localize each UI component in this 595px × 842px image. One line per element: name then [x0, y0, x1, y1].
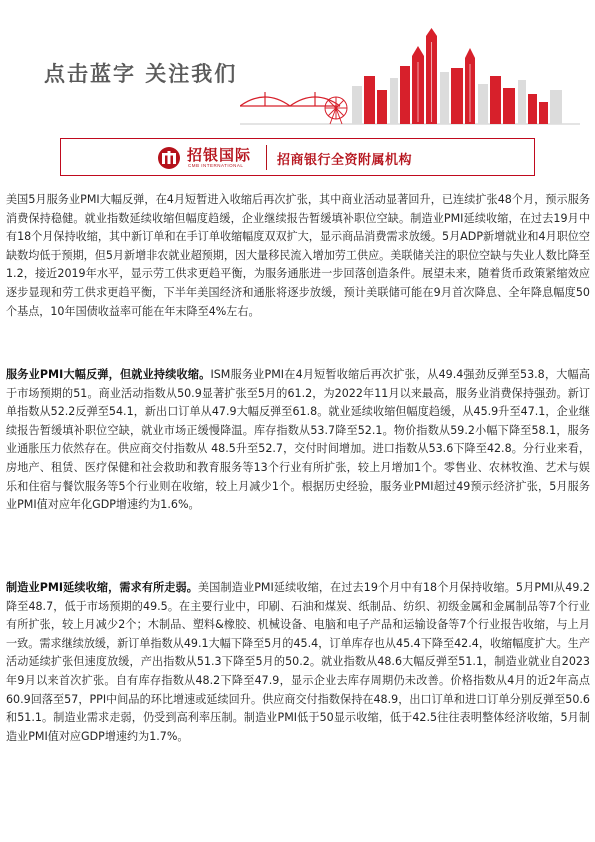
paragraph-summary — [6, 191, 590, 321]
header-banner — [0, 0, 595, 128]
paragraph-lead: 制造业PMI延续收缩，需求有所走弱。 — [6, 581, 199, 594]
paragraph-services-pmi — [6, 366, 590, 515]
banner-title[interactable]: 点击蓝字 关注我们 — [44, 62, 238, 86]
brand-divider — [266, 145, 267, 170]
paragraph-manufacturing-pmi — [6, 579, 590, 746]
brand-tagline: 招商银行全资附属机构 — [277, 153, 413, 168]
paragraph-body: ISM服务业PMI在4月短暂收缩后再次扩张，从49.4强劲反弹至53.8，大幅高于市场预期的51。商业活动指数从50.9显著扩张至5月的61.2，为2022年11月以来最高，服务业消费保持强劲。新订单指数从52.2反弹至54.1，新出口订单从47.9大幅反弹至61.8。就业延续收缩但幅度趋缓，从45.9升至47.1，企业继续报告暂缓填补职位空缺，就业市场正缓慢降温。库存指数从53.7降至52.1。物价指数从59.2小幅下降至58.1，服务业通胀压力依然存在。供应商交付指数从 48.5升至52.7，交付时间增加。进口指数从53.6下降至42.8。分行业来看，房地产、租赁、医疗保健和社会救助和教育服务等13个行业有所扩张，较上月增加1个。零售业、农林牧渔、艺术与娱乐和住宿与餐饮服务等5个行业则在收缩，较上月减少1个。根据历史经验，服务业PMI超过49预示经济扩张，5月服务业PMI值对应年化GDP增速约为1.6%。 — [6, 368, 590, 512]
cmb-logo-icon — [157, 146, 181, 170]
city-skyline-illustration — [240, 28, 580, 128]
paragraph-lead: 服务业PMI大幅反弹，但就业持续收缩。 — [6, 368, 211, 381]
brand-banner — [60, 138, 535, 176]
brand-name-cn: 招银国际 — [187, 146, 252, 164]
paragraph-body: 美国制造业PMI延续收缩，在过去19个月中有18个月保持收缩。5月PMI从49.2降至48.7，低于市场预期的49.5。在主要行业中，印刷、石油和煤炭、纸制品、纺织、初级金属和金属制品等7个行业有所扩张，较上月减少2个；木制品、塑料&橡胶、机械设备、电脑和电子产品和运输设备等7个行业报告收缩，与上月一致。需求继续放缓，新订单指数从49.1大幅下降至5月的45.4，订单库存也从45.4下降至42.4，收缩幅度扩大。生产活动延续扩张但速度放缓，产出指数从51.3下降至5月的50.2。就业指数从48.6大幅反弹至51.1，制造业就业自2023年9月以来首次扩张。自有库存指数从48.2下降至47.9，显示企业去库存周期仍未改善。价格指数从4月的近2年高点60.9回落至57，PPI中间品的环比增速或延续回升。供应商交付指数保持在48.9，出口订单和进口订单分别反弹至50.6和51.1。制造业需求走弱，仍受到高利率压制。制造业PMI低于50显示收缩，低于42.5往往表明整体经济收缩，5月制造业PMI值对应GDP增速约为1.7%。 — [6, 581, 590, 743]
brand-name-en: CMB INTERNATIONAL — [188, 163, 244, 168]
paragraph-body: 美国5月服务业PMI大幅反弹，在4月短暂进入收缩后再次扩张，其中商业活动显著回升，已连续扩张48个月，预示服务消费保持稳健。就业指数延续收缩但幅度趋缓，企业继续报告暂缓填补职位空缺。制造业PMI延续收缩，在过去19月中有18个月保持收缩，其中新订单和在手订单收缩幅度双双扩大，显示商品消费需求放缓。5月ADP新增就业和4月职位空缺数均低于预期，但5月新增非农就业超预期，因大量移民流入增加劳工供应。美联储关注的职位空缺与失业人数比降至1.2，接近2019年水平，显示劳工供求更趋平衡，为服务通胀进一步回落创造条件。展望未来，随着货币政策紧缩效应逐步显现和劳工供求更趋平衡，下半年美国经济和通胀将逐步放缓，预计美联储可能在9月首次降息、全年降息幅度50个基点，10年国债收益率可能在年末降至4%左右。 — [6, 193, 590, 318]
